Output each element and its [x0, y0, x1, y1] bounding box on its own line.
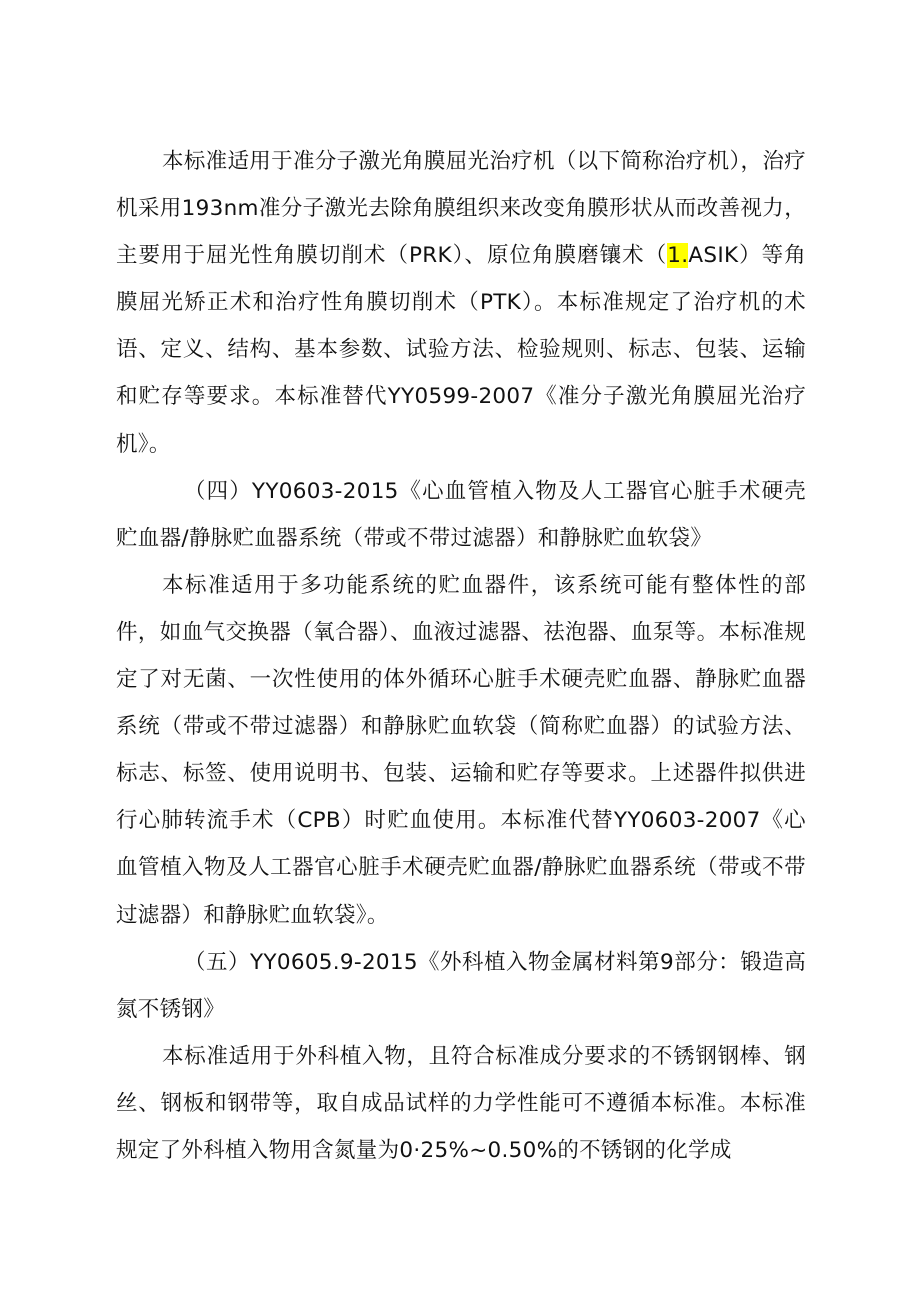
paragraph-blood-reservoir-scope: 本标准适用于多功能系统的贮血器件，该系统可能有整体性的部件，如血气交换器（氧合器）、血液过滤器、祛泡器、血泵等。本标准规定了对无菌、一次性使用的体外循环心脏手术硬壳贮血器、静脉贮血器系统（带或不带过滤器）和静脉贮血软袋（简称贮血器）的试验方法、标志、标签、使用说明书、包装、运输和贮存等要求。上述器件拟供进行心肺转流手术（CPB）时贮血使用。本标准代替YY0603-2007《心血管植入物及人工器官心脏手术硬壳贮血器/静脉贮血器系统（带或不带过滤器）和静脉贮血软袋》。: [116, 572, 806, 928]
section-heading-yy0603: （四）YY0603-2015《心血管植入物及人工器官心脏手术硬壳贮血器/静脉贮血器系统（带或不带过滤器）和静脉贮血软袋》: [116, 478, 806, 551]
highlighted-text: 1.: [667, 243, 689, 269]
document-page: [116, 138, 806, 1174]
paragraph-text-part-1: 本标准适用于准分子激光角膜屈光治疗机（以下简称治疗机），治疗机采用193nm准分子激光去除角膜组织来改变角膜形状从而改善视力，主要用于屈光性角膜切削术（PRK）、原位角膜磨镶术（: [116, 149, 806, 269]
paragraph-stainless-steel-scope: 本标准适用于外科植入物，且符合标准成分要求的不锈钢钢棒、钢丝、钢板和钢带等，取自成品试样的力学性能可不遵循本标准。本标准规定了外科植入物用含氮量为0·25%~0.50%的不锈钢的化学成: [116, 1043, 806, 1163]
paragraph-excimer-laser-scope: [116, 138, 806, 468]
section-heading-yy0605: （五）YY0605.9-2015《外科植入物金属材料第9部分：锻造高氮不锈钢》: [116, 949, 806, 1022]
paragraph-text-part-2: ASIK）等角膜屈光矫正术和治疗性角膜切削术（PTK）。本标准规定了治疗机的术语、定义、结构、基本参数、试验方法、检验规则、标志、包装、运输和贮存等要求。本标准替代YY0599-2007《准分子激光角膜屈光治疗机》。: [116, 243, 806, 457]
